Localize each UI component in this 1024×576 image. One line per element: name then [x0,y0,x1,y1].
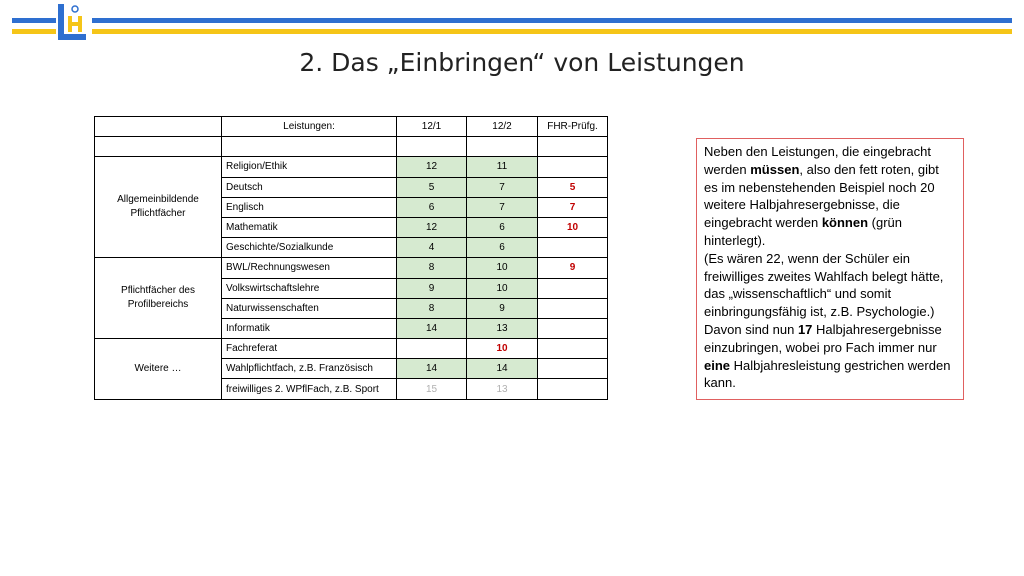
subject-cell: Wahlpflichtfach, z.B. Französisch [222,359,397,379]
header-stripe-blue-left [12,18,56,23]
grade-cell: 9 [467,298,538,318]
fhr-cell [538,379,608,399]
table-empty-row [95,137,608,157]
grade-cell: 15 [397,379,467,399]
note-paragraph-3: Davon sind nun 17 Halbjahresergebnisse einzubringen, wobei pro Fach immer nur eine Halbjahresleistung gestrichen werden kann. [704,321,951,391]
subject-cell: Geschichte/Sozialkunde [222,238,397,258]
fhr-cell [538,278,608,298]
grade-cell: 6 [397,197,467,217]
grade-cell: 11 [467,157,538,177]
grade-cell: 10 [467,278,538,298]
school-logo-icon [56,2,90,42]
grade-cell: 6 [467,217,538,237]
header-cell: 12/1 [397,117,467,137]
subject-cell: freiwilliges 2. WPflFach, z.B. Sport [222,379,397,399]
grade-cell: 6 [467,238,538,258]
grade-cell: 10 [467,258,538,278]
grade-cell: 9 [397,278,467,298]
grade-cell: 7 [467,177,538,197]
header-cell [95,117,222,137]
grade-cell: 10 [467,339,538,359]
subject-cell: Englisch [222,197,397,217]
fhr-cell: 7 [538,197,608,217]
header-stripe-yellow-right [92,29,1012,34]
grade-cell: 8 [397,298,467,318]
page-title: 2. Das „Einbringen“ von Leistungen [299,48,745,77]
explanation-note-box [696,138,964,400]
note-paragraph-1: Neben den Leistungen, die eingebracht werden müssen, also den fett roten, gibt es im nebenstehenden Beispiel noch 20 weitere Halbjahresergebnisse, die eingebracht werden können (grün hinterlegt). [704,144,939,248]
table-row [95,258,608,278]
grade-cell: 5 [397,177,467,197]
group-label: Pflichtfächer des Profilbereichs [95,258,222,339]
grade-cell: 14 [397,359,467,379]
grade-cell: 14 [397,318,467,338]
header-cell: Leistungen: [222,117,397,137]
grade-cell: 7 [467,197,538,217]
grade-cell: 13 [467,379,538,399]
grade-cell: 12 [397,217,467,237]
grade-cell: 4 [397,238,467,258]
grade-cell: 13 [467,318,538,338]
fhr-cell [538,298,608,318]
header-stripe-blue-right [92,18,1012,23]
subject-cell: Fachreferat [222,339,397,359]
fhr-cell [538,238,608,258]
fhr-cell: 5 [538,177,608,197]
fhr-cell [538,157,608,177]
subject-cell: Volkswirtschaftslehre [222,278,397,298]
grade-cell: 12 [397,157,467,177]
table-row [95,339,608,359]
subject-cell: Deutsch [222,177,397,197]
table-header-row [95,117,608,137]
fhr-cell: 10 [538,217,608,237]
fhr-cell [538,359,608,379]
header-cell: FHR-Prüfg. [538,117,608,137]
header-cell: 12/2 [467,117,538,137]
subject-cell: Informatik [222,318,397,338]
fhr-cell: 9 [538,258,608,278]
subject-cell: BWL/Rechnungswesen [222,258,397,278]
group-label: Allgemeinbildende Pflichtfächer [95,157,222,258]
grade-cell: 8 [397,258,467,278]
subject-cell: Religion/Ethik [222,157,397,177]
subject-cell: Mathematik [222,217,397,237]
grades-table [94,116,608,400]
note-paragraph-2: (Es wären 22, wenn der Schüler ein freiwilliges zweites Wahlfach belegt hätte, das „wissenschaftlich“ und somit einbringungsfähig ist, z.B. Psychologie.) [704,250,944,320]
fhr-cell [538,318,608,338]
group-label: Weitere … [95,339,222,400]
table-row [95,157,608,177]
subject-cell: Naturwissenschaften [222,298,397,318]
grade-cell: 14 [467,359,538,379]
fhr-cell [538,339,608,359]
grade-cell [397,339,467,359]
header-stripe-yellow-left [12,29,56,34]
